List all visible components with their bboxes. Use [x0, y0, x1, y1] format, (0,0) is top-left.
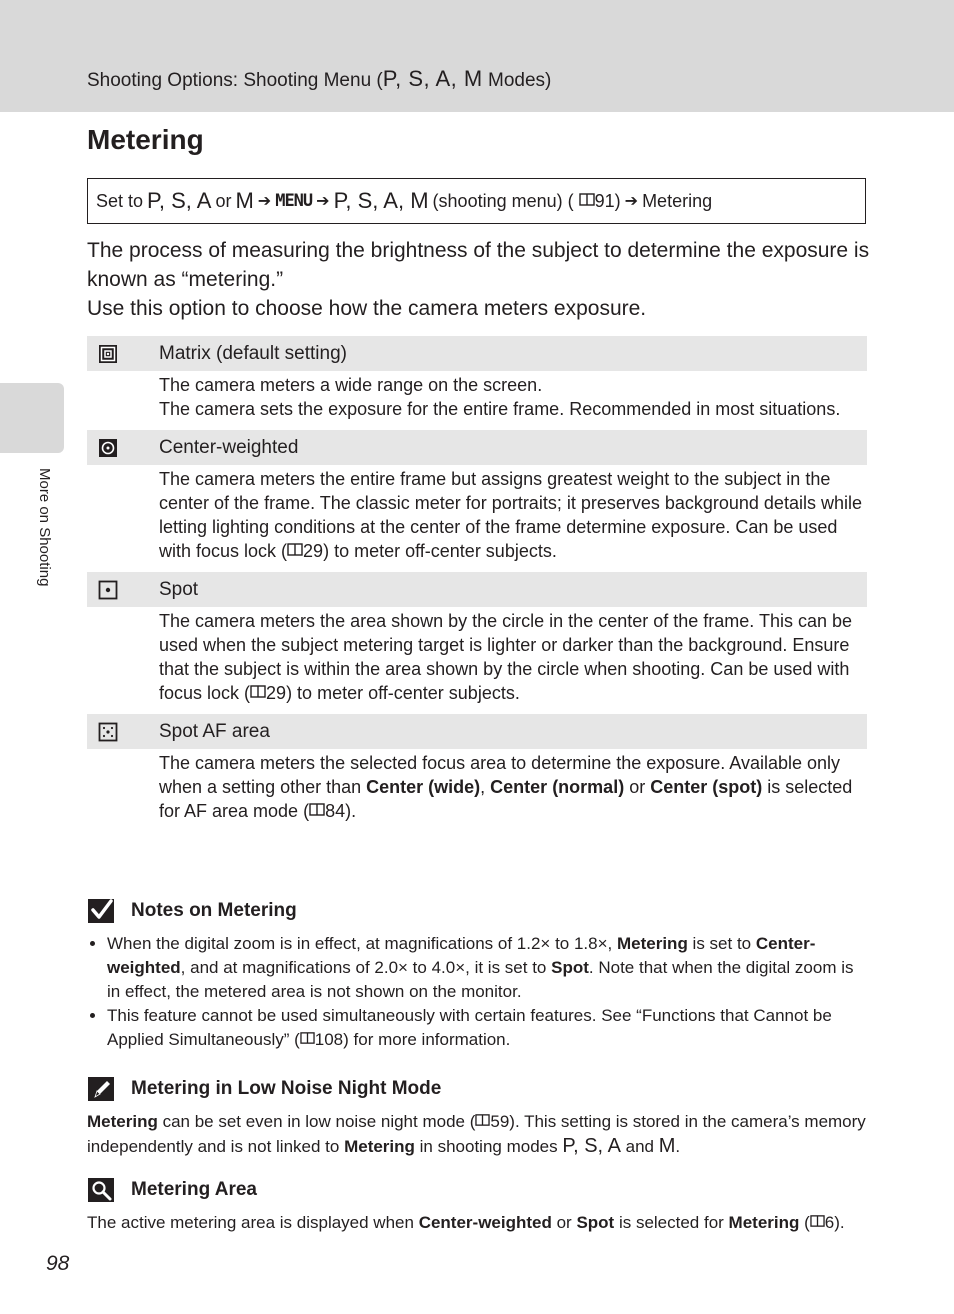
- metering-area-text-3: is selected for: [614, 1213, 729, 1232]
- option-desc-center-weighted: [87, 465, 867, 572]
- metering-area-text-5: ).: [834, 1213, 845, 1232]
- spot-af-area-metering-icon: [98, 722, 118, 742]
- header-band: [0, 0, 954, 112]
- header-modes: P, S, A, M: [382, 66, 483, 91]
- spot-ref: 29: [266, 683, 287, 703]
- checkmark-note-icon: [87, 896, 119, 926]
- metering-area-bold-1: Center-weighted: [418, 1213, 552, 1232]
- option-row-center-weighted: [87, 430, 867, 465]
- matrix-desc-line-1: The camera meters a wide range on the screen.: [159, 375, 543, 395]
- low-noise-night-title: Metering in Low Noise Night Mode: [131, 1078, 442, 1099]
- magnifier-note-icon: [87, 1175, 119, 1205]
- low-noise-ref: 59: [490, 1112, 510, 1131]
- metering-area-heading: [87, 1175, 867, 1205]
- bullet2-ref: 108: [314, 1030, 344, 1049]
- book-reference-icon: [810, 1213, 825, 1232]
- low-noise-and: and: [620, 1137, 659, 1156]
- center-weighted-ref: 29: [303, 541, 324, 561]
- nav-target: Metering: [642, 190, 713, 211]
- metering-area-section: [87, 1175, 867, 1235]
- notes-on-metering-title: Notes on Metering: [131, 900, 297, 921]
- option-desc-spot-af-area: [87, 749, 867, 832]
- spot-af-bold-1: Center (wide): [366, 777, 481, 797]
- metering-area-text-1: The active metering area is displayed when: [87, 1213, 419, 1232]
- low-noise-bold-1: Metering: [87, 1112, 158, 1131]
- low-noise-text-2: ). This setting is stored in the camera’s memory independently and is not linked to: [87, 1112, 866, 1156]
- option-label-spot-af-area: Spot AF area: [159, 720, 270, 742]
- pencil-note-icon: [87, 1074, 119, 1104]
- bullet2-text-2: ) for more information.: [343, 1030, 511, 1049]
- metering-area-text: [87, 1211, 867, 1235]
- nav-or: or: [215, 190, 232, 211]
- option-row-spot-af-area: [87, 714, 867, 749]
- metering-options-table: [87, 336, 867, 832]
- low-noise-night-text: [87, 1110, 867, 1159]
- book-reference-icon: [300, 1030, 315, 1049]
- nav-set-to: Set to: [96, 190, 144, 211]
- metering-area-text-2: or: [551, 1213, 577, 1232]
- matrix-desc-line-2: The camera sets the exposure for the entire frame. Recommended in most situations.: [159, 399, 841, 419]
- spot-af-ref: 84: [325, 801, 346, 821]
- side-tab: [0, 383, 64, 453]
- spot-af-sep-2: or: [624, 777, 651, 797]
- spot-desc-b: ) to meter off-center subjects.: [286, 683, 520, 703]
- bullet1-text-3: , and at magnifications of 2.0× to 4.0×, it is set to: [180, 958, 552, 977]
- metering-area-title: Metering Area: [131, 1179, 257, 1200]
- metering-area-bold-3: Metering: [728, 1213, 800, 1232]
- metering-area-ref: 6: [824, 1213, 835, 1232]
- nav-menu-ref: [433, 191, 621, 212]
- matrix-metering-icon: [98, 344, 118, 364]
- low-noise-text-3: in shooting modes: [414, 1137, 563, 1156]
- book-reference-icon: [574, 191, 595, 211]
- menu-button-icon: MENU: [275, 191, 313, 211]
- bullet1-text-4: . Note that when the digital zoom is in effect, the metered area is not shown on the monitor.: [107, 958, 854, 1001]
- metering-area-bold-2: Spot: [576, 1213, 615, 1232]
- header-prefix: Shooting Options: Shooting Menu (: [87, 70, 383, 91]
- spot-af-desc-c: ).: [345, 801, 357, 821]
- spot-af-bold-3: Center (spot): [650, 777, 763, 797]
- running-header: [87, 66, 551, 92]
- low-noise-mode-m: M: [658, 1135, 676, 1157]
- intro-paragraph-2: Use this option to choose how the camera meters exposure.: [87, 297, 647, 320]
- side-tab-label: More on Shooting: [36, 468, 53, 587]
- nav-arrow-2: ➔: [316, 193, 330, 210]
- page-title: Metering: [87, 124, 204, 155]
- spot-desc: [159, 609, 867, 705]
- spot-metering-icon: [98, 580, 118, 600]
- option-label-center-weighted: Center-weighted: [159, 436, 299, 458]
- bullet1-text-2: is set to: [687, 934, 756, 953]
- low-noise-end: .: [675, 1137, 681, 1156]
- nav-arrow-3: ➔: [624, 193, 639, 210]
- nav-modes-b: P, S, A, M: [333, 188, 429, 213]
- center-weighted-desc-b: ) to meter off-center subjects.: [323, 541, 557, 561]
- book-reference-icon: [475, 1112, 490, 1131]
- nav-ref-num: 91): [594, 190, 621, 211]
- notes-bullet-2: [107, 1004, 867, 1052]
- low-noise-night-heading: [87, 1074, 867, 1104]
- low-noise-night-section: [87, 1074, 867, 1159]
- notes-bullet-1: [107, 932, 867, 1004]
- metering-area-text-4: (: [799, 1213, 810, 1232]
- header-suffix: Modes): [482, 70, 552, 91]
- nav-arrow-1: ➔: [257, 193, 272, 210]
- spot-af-desc-a: The camera meters the selected focus area to determine the exposure. Available only when a setting other than: [159, 753, 841, 797]
- spot-desc-a: The camera meters the area shown by the circle in the center of the frame. This can be used when the subject metering target is lighter or darker than the background. Ensure that the subject is within the area shown by the circle when shooting. Can be used with focus lock (: [159, 611, 853, 703]
- notes-on-metering-section: [87, 896, 867, 1052]
- book-reference-icon: [250, 683, 266, 703]
- center-weighted-desc: [159, 467, 867, 563]
- option-label-spot: Spot: [159, 578, 199, 600]
- option-desc-spot: [87, 607, 867, 714]
- option-row-spot: [87, 572, 867, 607]
- low-noise-bold-2: Metering: [344, 1137, 415, 1156]
- nav-modes-a: P, S, A: [147, 188, 212, 213]
- bullet1-bold-2: Center-weighted: [107, 934, 816, 977]
- notes-on-metering-heading: [87, 896, 867, 926]
- bullet2-text-1: This feature cannot be used simultaneously with certain features. See “Functions that Cannot be Applied Simultaneously” (: [107, 1006, 832, 1049]
- bullet1-bold-3: Spot: [551, 958, 589, 977]
- option-desc-matrix: [87, 371, 867, 430]
- bullet1-bold-1: Metering: [616, 934, 688, 953]
- menu-path-box: [87, 178, 866, 224]
- page-number: 98: [46, 1252, 70, 1275]
- spot-af-sep-1: ,: [480, 777, 491, 797]
- notes-bullet-list: [87, 932, 867, 1052]
- intro-paragraph-1: The process of measuring the brightness of the subject to determine the exposure is known as “metering.”: [87, 239, 870, 291]
- nav-mode-m: M: [235, 188, 254, 213]
- option-row-matrix: [87, 336, 867, 371]
- book-reference-icon: [309, 801, 325, 821]
- spot-af-desc-b: is selected for AF area mode (: [159, 777, 853, 821]
- option-label-matrix: Matrix (default setting): [159, 342, 347, 364]
- center-weighted-metering-icon: [98, 438, 118, 458]
- bullet1-text-1: When the digital zoom is in effect, at magnifications of 1.2× to 1.8×,: [107, 934, 617, 953]
- spot-af-bold-2: Center (normal): [490, 777, 625, 797]
- intro-text: [87, 236, 877, 323]
- spot-af-area-desc: [159, 751, 867, 823]
- low-noise-modes: P, S, A: [562, 1135, 621, 1157]
- low-noise-text-1: can be set even in low noise night mode (: [157, 1112, 476, 1131]
- center-weighted-desc-a: The camera meters the entire frame but assigns greatest weight to the subject in the center of the frame. The classic meter for portraits; it preserves background details while letting lighting conditions at the center of the frame determine exposure. Can be used with focus lock (: [159, 469, 862, 561]
- book-reference-icon: [287, 541, 303, 561]
- nav-menu-ref-text: (shooting menu) (: [432, 190, 574, 211]
